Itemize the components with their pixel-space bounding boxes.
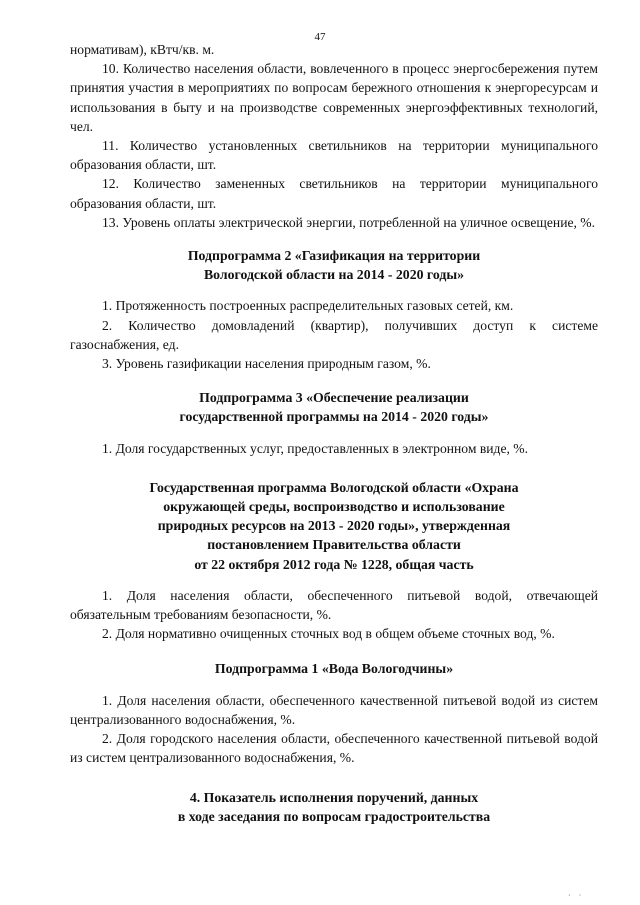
heading-line: окружающей среды, воспроизводство и использование bbox=[163, 499, 505, 515]
energy-indicators-list bbox=[70, 40, 598, 232]
heading-line: в ходе заседания по вопросам градостроительства bbox=[177, 808, 491, 824]
heading-line: Государственная программа Вологодской области «Охрана bbox=[149, 479, 519, 495]
water-subprogram-list bbox=[70, 691, 598, 768]
section-4-heading bbox=[70, 788, 598, 826]
indicator-item: 13. Уровень оплаты электрической энергии, потребленной на уличное освещение, %. bbox=[102, 214, 596, 230]
heading-line: государственной программы на 2014 - 2020 годы» bbox=[179, 409, 489, 425]
indicator-item: 12. Количество замененных светильников на территории муниципального образования области, шт. bbox=[70, 176, 598, 211]
indicator-item: 1. Доля населения области, обеспеченного питьевой водой, отвечающей обязательным требованиям безопасности, %. bbox=[70, 587, 598, 623]
heading-line: 4. Показатель исполнения поручений, данных bbox=[189, 789, 479, 805]
page-number: 47 bbox=[314, 31, 326, 43]
water-subprogram-heading bbox=[70, 659, 598, 678]
heading-line: постановлением Правительства области bbox=[207, 537, 461, 553]
state-program-heading bbox=[70, 478, 598, 574]
indicator-item: 2. Доля нормативно очищенных сточных вод в общем объеме сточных вод, %. bbox=[102, 626, 555, 642]
subprogram-3-list bbox=[70, 439, 598, 458]
indicator-item: 2. Доля городского населения области, обеспеченного качественной питьевой водой из систем централизованного водоснабжения, %. bbox=[70, 731, 598, 766]
heading-line: Подпрограмма 2 «Газификация на территории bbox=[187, 248, 481, 264]
indicator-item: 1. Протяженность построенных распределительных газовых сетей, км. bbox=[102, 298, 514, 314]
continuation-line: нормативам), кВтч/кв. м. bbox=[70, 42, 215, 57]
page-content bbox=[70, 40, 598, 826]
heading-line: от 22 октября 2012 года № 1228, общая часть bbox=[194, 556, 474, 572]
subprogram-2-list bbox=[70, 296, 598, 373]
state-program-list bbox=[70, 586, 598, 644]
indicator-item: 10. Количество населения области, вовлеченного в процесс энергосбережения путем принятия участия в мероприятиях по вопросам бережного отношения к энергоресурсам и использования в быту и на производстве современных энергоэффективных технологий, чел. bbox=[70, 61, 598, 134]
heading-line: Подпрограмма 3 «Обеспечение реализации bbox=[199, 390, 469, 406]
subprogram-3-heading bbox=[70, 388, 598, 426]
indicator-item: 2. Количество домовладений (квартир), получивших доступ к системе газоснабжения, ед. bbox=[70, 317, 598, 352]
indicator-item: 11. Количество установленных светильников на территории муниципального образования области, шт. bbox=[70, 138, 598, 173]
footer-mark: · · bbox=[568, 891, 585, 900]
indicator-item: 3. Уровень газификации населения природным газом, %. bbox=[102, 356, 431, 372]
indicator-item: 1. Доля населения области, обеспеченного качественной питьевой водой из систем централизованного водоснабжения, %. bbox=[70, 692, 598, 727]
heading-line: Подпрограмма 1 «Вода Вологодчины» bbox=[214, 661, 454, 677]
heading-line: природных ресурсов на 2013 - 2020 годы», утвержденная bbox=[157, 518, 511, 534]
subprogram-2-heading bbox=[70, 246, 598, 284]
indicator-item: 1. Доля государственных услуг, предоставленных в электронном виде, %. bbox=[102, 440, 528, 456]
heading-line: Вологодской области на 2014 - 2020 годы» bbox=[203, 267, 465, 283]
